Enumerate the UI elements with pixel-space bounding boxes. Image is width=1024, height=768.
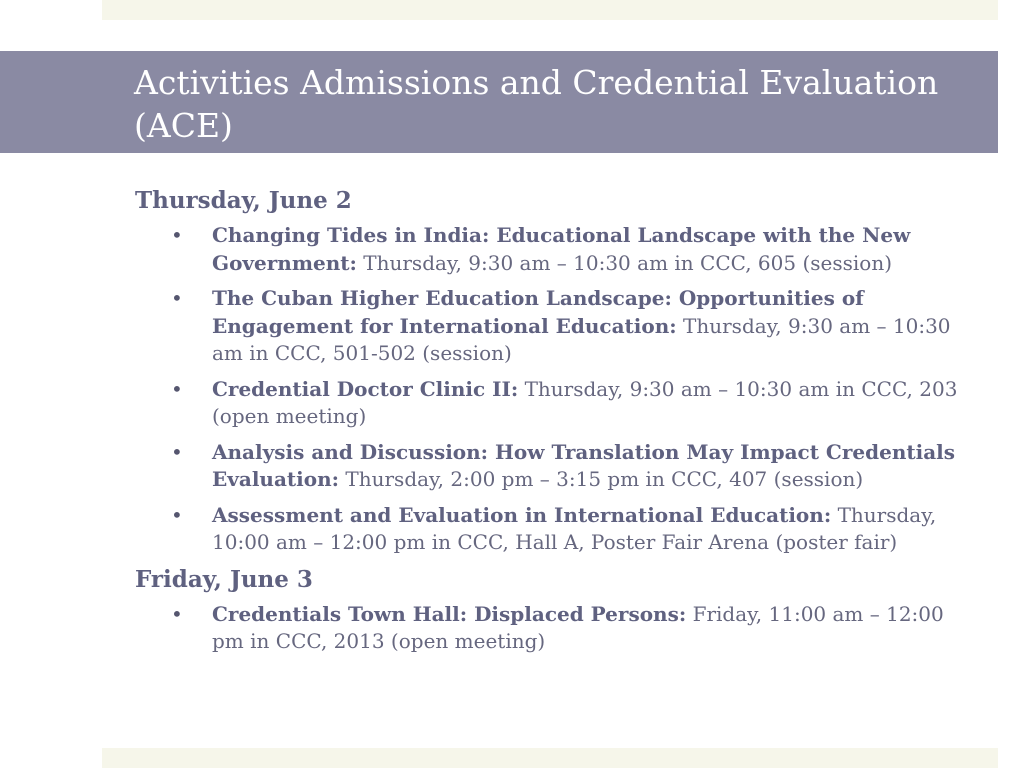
bullet-icon: •: [171, 502, 183, 527]
list-item: [135, 439, 965, 494]
session-details: Thursday, 10:00 am – 12:00 pm in CCC, Hall A, Poster Fair Arena (poster fair): [212, 502, 937, 554]
session-details: Thursday, 9:30 am – 10:30 am in CCC, 501-502 (session): [212, 313, 951, 365]
thursday-session-list: [135, 222, 965, 557]
bullet-icon: •: [171, 223, 183, 247]
list-item: [135, 601, 965, 656]
session-details: Thursday, 9:30 am – 10:30 am in CCC, 203 (open meeting): [212, 376, 958, 428]
session-name: Analysis and Discussion: How Translation May Impact Credentials Evaluation:: [212, 439, 956, 491]
bullet-icon: •: [171, 601, 183, 626]
bullet-icon: •: [171, 376, 183, 401]
bullet-icon: •: [171, 439, 183, 464]
session-name: Assessment and Evaluation in International Education:: [212, 502, 832, 527]
bullet-icon: •: [171, 286, 183, 310]
bottom-decorative-strip: [102, 748, 998, 768]
list-item: [135, 376, 965, 431]
list-item: [135, 502, 965, 557]
day-heading-friday: Friday, June 3: [135, 565, 313, 593]
session-name: Changing Tides in India: Educational Landscape with the New Government:: [212, 223, 911, 275]
session-details: Thursday, 2:00 pm – 3:15 pm in CCC, 407 (session): [345, 467, 864, 491]
session-name: Credentials Town Hall: Displaced Persons:: [212, 601, 687, 626]
slide-content: [135, 186, 965, 664]
list-item: [135, 222, 965, 277]
session-name: Credential Doctor Clinic II:: [212, 376, 519, 401]
top-decorative-strip: [102, 0, 998, 20]
session-name: The Cuban Higher Education Landscape: Opportunities of Engagement for International Education:: [212, 286, 864, 338]
list-item: [135, 285, 965, 368]
session-details: Thursday, 9:30 am – 10:30 am in CCC, 605 (session): [363, 250, 893, 275]
day-heading-thursday: Thursday, June 2: [135, 187, 352, 214]
slide-title: Activities Admissions and Credential Evaluation (ACE): [134, 63, 939, 145]
session-details: Friday, 11:00 am – 12:00 pm in CCC, 2013 (open meeting): [212, 601, 944, 653]
friday-session-list: [135, 601, 965, 656]
